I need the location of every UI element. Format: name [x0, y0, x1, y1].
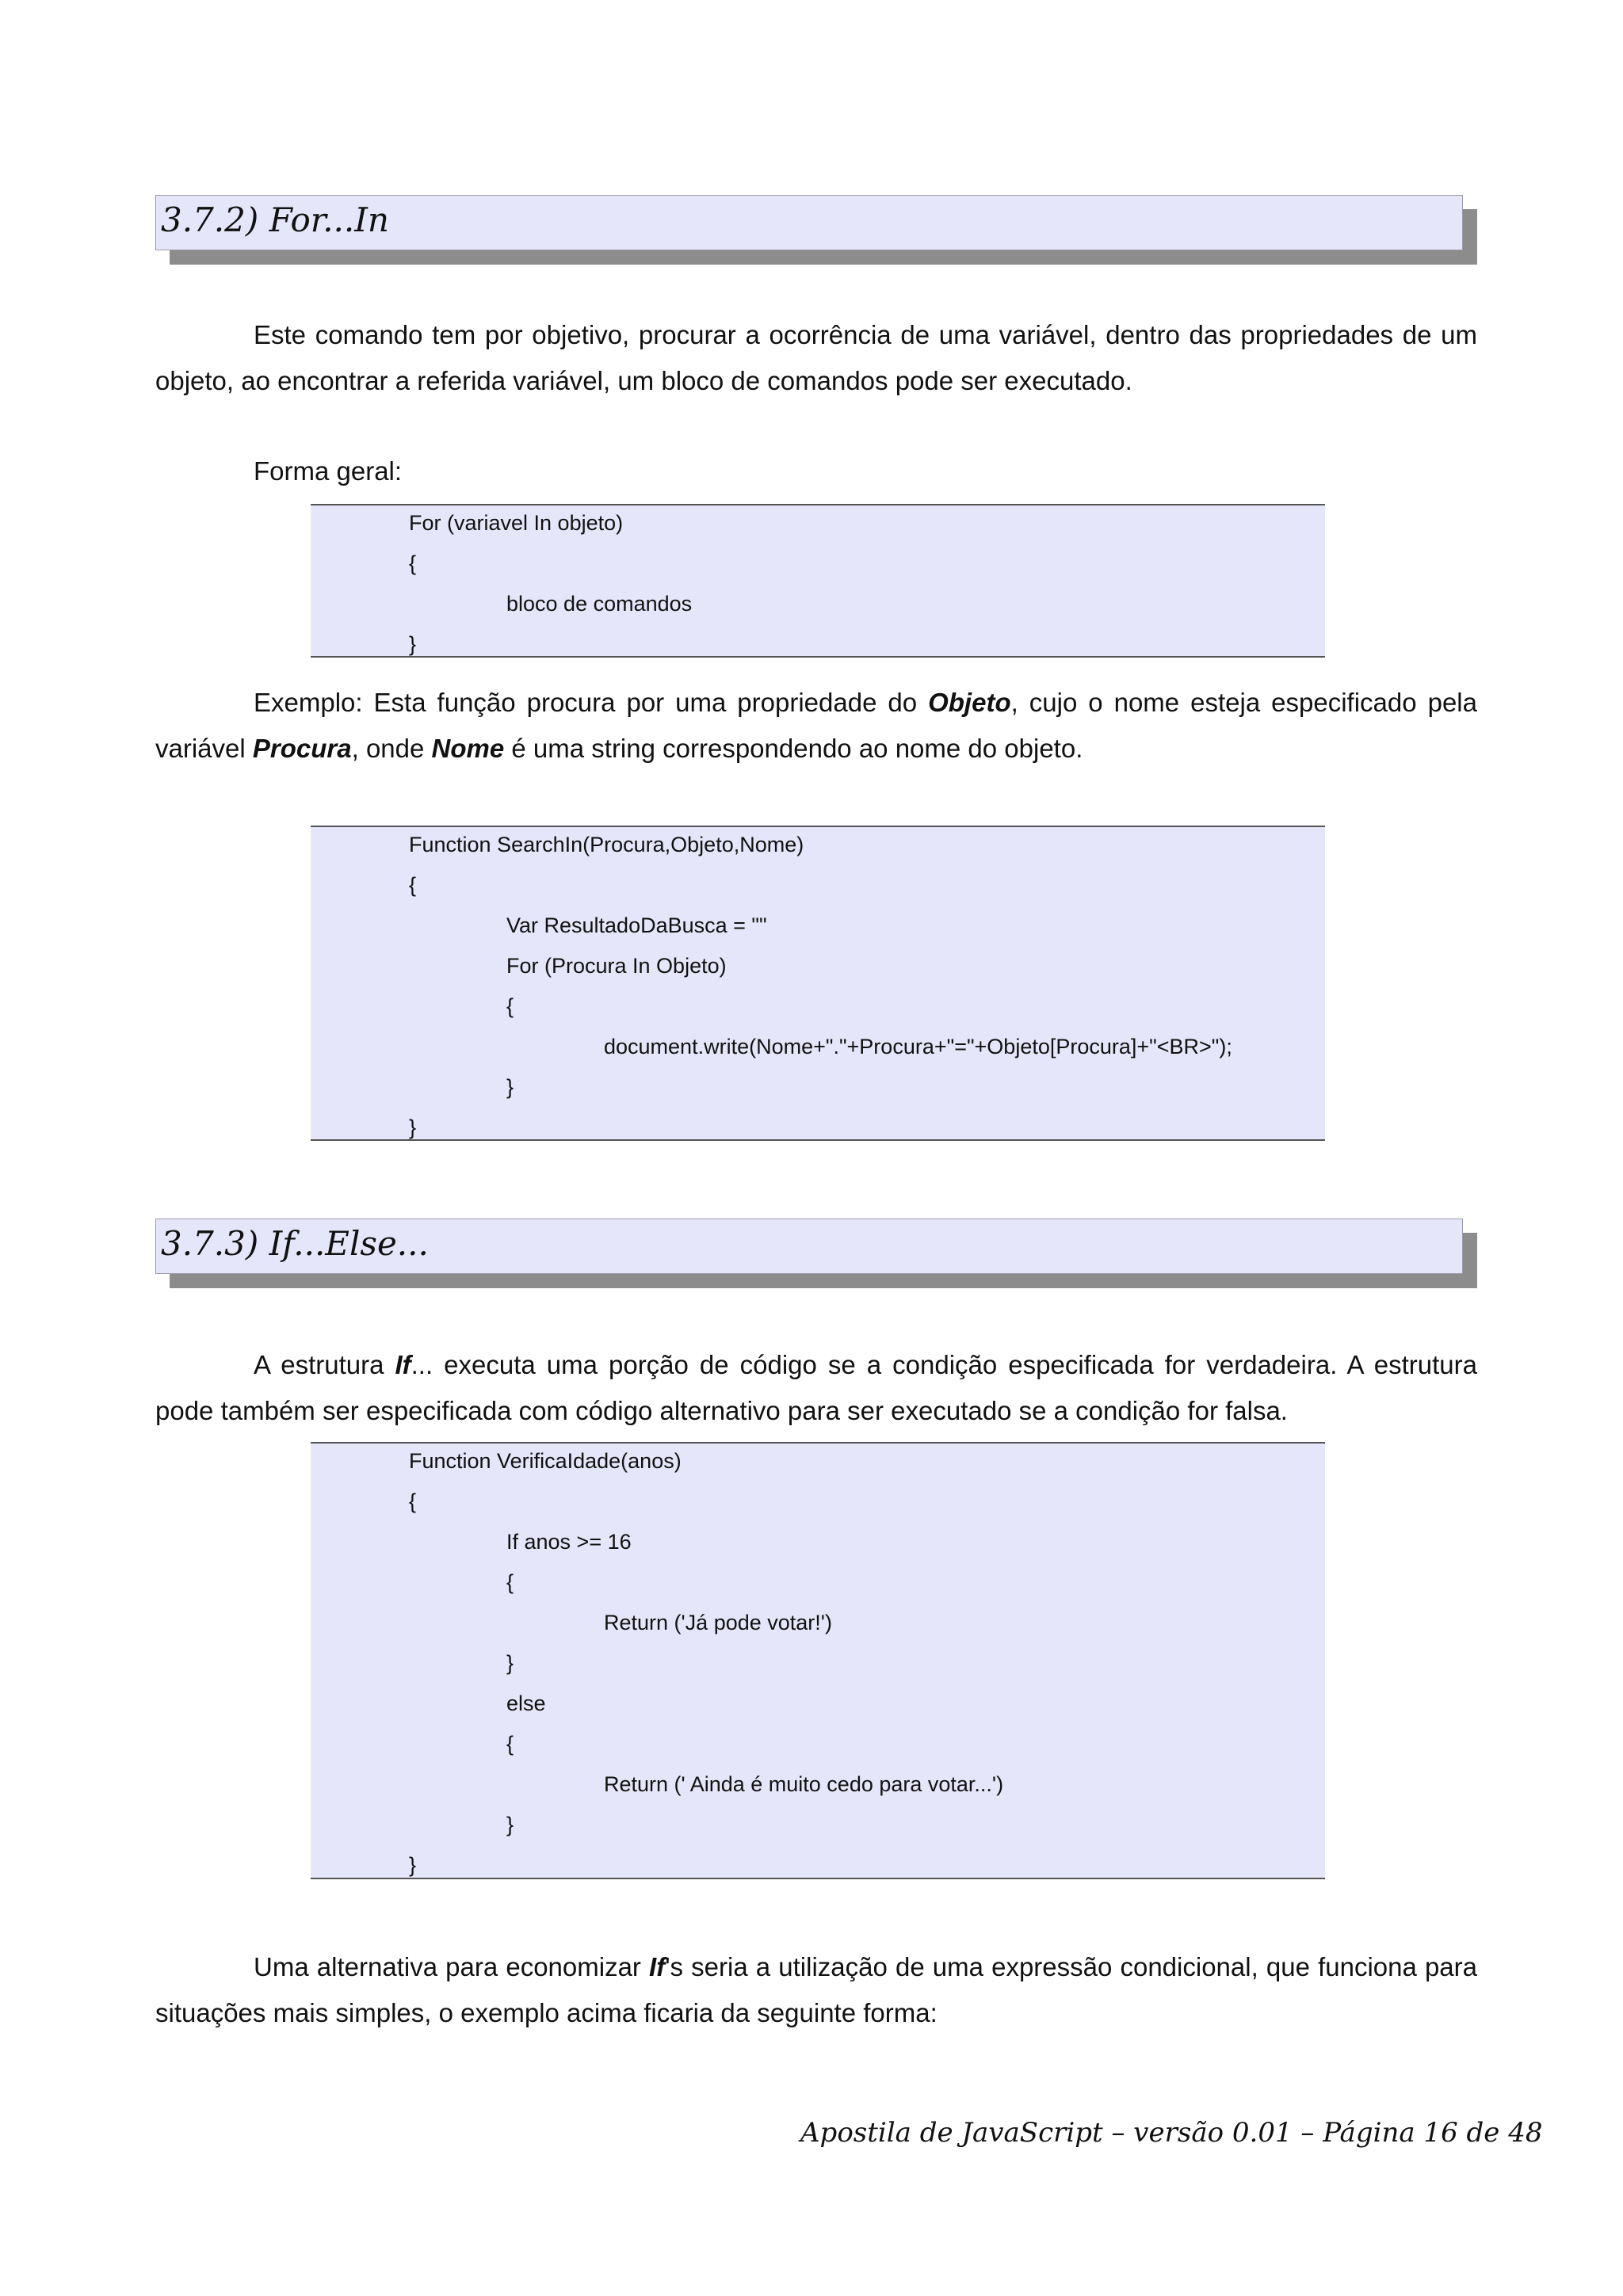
- paragraph-conditional-alternative: Uma alternativa para economizar If's seria a utilização de uma expressão condicional, que funciona para situações mais simples, o exemplo acima ficaria da seguinte forma:: [155, 1952, 1477, 2027]
- code-line: {: [409, 873, 417, 897]
- section-heading-text: 3.7.3) If...Else...: [161, 1224, 429, 1263]
- code-line: {: [506, 1732, 514, 1756]
- code-line: {: [506, 1570, 514, 1594]
- code-line: {: [409, 551, 417, 575]
- section-heading-for-in: [155, 195, 1463, 250]
- emphasis-nome: Nome: [431, 734, 505, 763]
- code-line: For (variavel In objeto): [409, 511, 624, 535]
- code-line: else: [506, 1691, 546, 1715]
- code-block-verificaidade: [311, 1442, 1325, 1879]
- code-line: Return (' Ainda é muito cedo para votar...'): [604, 1772, 1004, 1796]
- code-line: }: [506, 1813, 514, 1836]
- emphasis-if: If: [649, 1952, 666, 1981]
- section-heading-if-else: [155, 1219, 1463, 1274]
- code-line: }: [409, 632, 417, 656]
- code-line: }: [409, 1116, 417, 1139]
- code-line: Return ('Já pode votar!'): [604, 1611, 832, 1634]
- paragraph-for-in-description: Este comando tem por objetivo, procurar a ocorrência de uma variável, dentro das propriedades de um objeto, ao encontrar a referida variável, um bloco de comandos pode ser executado.: [155, 320, 1477, 395]
- code-line: {: [409, 1489, 417, 1513]
- paragraph-example-description: Exemplo: Esta função procura por uma propriedade do Objeto, cujo o nome esteja especificado pela variável Procura, onde Nome é uma string correspondendo ao nome do objeto.: [155, 688, 1477, 763]
- code-line: }: [506, 1075, 514, 1099]
- emphasis-procura: Procura: [252, 734, 352, 763]
- code-block-general-form: [311, 504, 1325, 658]
- code-line: {: [506, 994, 514, 1018]
- emphasis-if: If: [395, 1350, 411, 1379]
- code-line: }: [506, 1651, 514, 1675]
- general-form-label: Forma geral:: [254, 456, 403, 486]
- code-line: Var ResultadoDaBusca = "": [506, 913, 767, 937]
- code-line: If anos >= 16: [506, 1530, 632, 1554]
- emphasis-objeto: Objeto: [928, 688, 1011, 717]
- code-line: bloco de comandos: [506, 592, 693, 616]
- code-line: For (Procura In Objeto): [506, 954, 727, 978]
- paragraph-if-description: A estrutura If... executa uma porção de código se a condição especificada for verdadeira. A estrutura pode também ser especificada com código alternativo para ser executado se a condição for falsa.: [155, 1350, 1477, 1425]
- section-heading-text: 3.7.2) For...In: [161, 200, 389, 239]
- code-line: Function VerificaIdade(anos): [409, 1449, 682, 1473]
- page-footer: Apostila de JavaScript – versão 0.01 – Página 16 de 48: [800, 2117, 1543, 2149]
- code-line: }: [409, 1853, 417, 1877]
- code-line: Function SearchIn(Procura,Objeto,Nome): [409, 833, 804, 856]
- code-line: document.write(Nome+"."+Procura+"="+Objeto[Procura]+"<BR>");: [604, 1035, 1232, 1058]
- code-block-searchin: [311, 826, 1325, 1141]
